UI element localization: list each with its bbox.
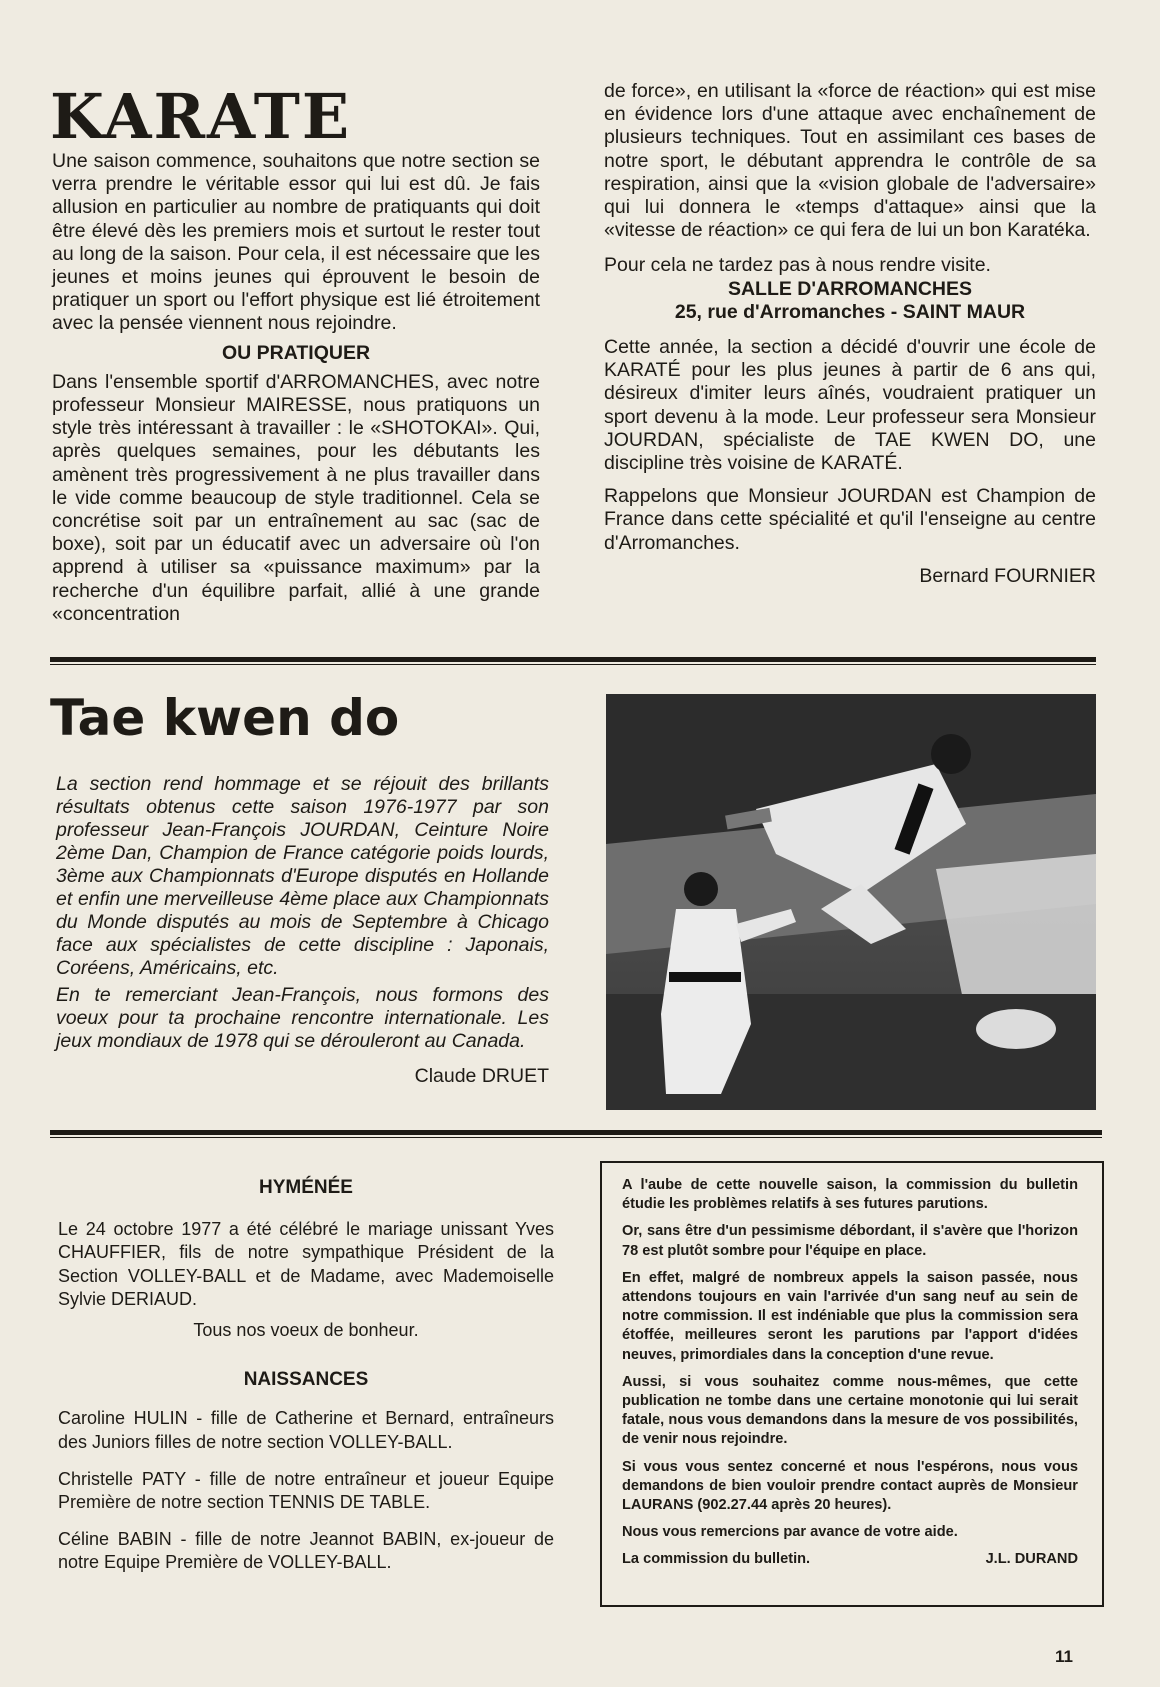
taekwondo-photo <box>606 694 1096 1110</box>
karate-right-column <box>604 80 1096 588</box>
commission-paragraph-3: En effet, malgré de nombreux appels la saison passée, nous attendons toujours en vain l'arrivée d'un sang neuf au sein de notre commission. Il est indéniable que plus la commission sera étoffée, meilleures seront les parutions par l'apport d'idées neuves, primordiales dans la conception d'une revue. <box>622 1269 1078 1363</box>
page-number: 11 <box>1055 1647 1073 1666</box>
karate-left-column <box>52 150 540 626</box>
commission-signoff-right: J.L. DURAND <box>985 1551 1078 1568</box>
taekwondo-body <box>56 773 549 1088</box>
commission-box-text <box>622 1176 1078 1570</box>
commission-paragraph-4: Aussi, si vous souhaitez comme nous-mêmes, que cette publication ne tombe dans une certaine monotonie qui lui serait fatale, nous vous demandons dans la mesure de vos possibilités, de venir nous rejoindre. <box>622 1373 1078 1448</box>
hymenee-paragraph: Le 24 octobre 1977 a été célébré le mariage unissant Yves CHAUFFIER, fils de notre sympathique Président de la Section VOLLEY-BALL et de Madame, avec Mademoiselle Sylvie DERIAUD. <box>58 1219 554 1309</box>
naissances-heading: NAISSANCES <box>243 1369 369 1391</box>
karate-paragraph-2: Dans l'ensemble sportif d'ARROMANCHES, avec notre professeur Monsieur MAIRESSE, nous pratiquons un style très intéressant à travailler : le «SHOTOKAI». Qui, après quelques semaines, pour les débutants les amènent très progressivement à ne plus travailler dans le vide comme beaucoup de style traditionnel. Cela se concrétise soit par un entraînement au sac (sac de boxe), soit par un éducatif avec un adversaire où l'on apprend à utiliser sa «puissance maximum» par la recherche d'un équilibre parfait, allié à une grande «concentration <box>52 370 540 625</box>
karate-title: KARATE <box>50 80 352 153</box>
commission-thanks: Nous vous remercions par avance de votre aide. <box>622 1524 958 1541</box>
naissance-item-2: Christelle PATY - fille de notre entraîneur et joueur Equipe Première de notre section TENNIS DE TABLE. <box>58 1468 554 1513</box>
karate-venue-address: 25, rue d'Arromanches - SAINT MAUR <box>674 300 1026 323</box>
karate-paragraph-3: de force», en utilisant la «force de réaction» qui est mise en évidence lors d'une attaque avec enchaînement de plusieurs techniques. Tout en assimilant ces bases de notre sport, le débutant apprendra le contrôle de sa respiration, ainsi que la «vision globale de l'adversaire» qui lui donnera le «temps d'attaque» ainsi que la «vitesse de réaction» ce qui fera de lui un bon Karatéka. <box>604 80 1096 242</box>
commission-paragraph-2: Or, sans être d'un pessimisme débordant, il s'avère que l'horizon 78 est plutôt sombre pour l'équipe en place. <box>622 1223 1078 1259</box>
karate-heading-ou-pratiquer: OU PRATIQUER <box>221 341 371 364</box>
naissance-item-1: Caroline HULIN - fille de Catherine et Bernard, entraîneurs des Juniors filles de notre section VOLLEY-BALL. <box>58 1408 554 1452</box>
karate-paragraph-1: Une saison commence, souhaitons que notre section se verra prendre le véritable essor qui lui est dû. Je fais allusion en particulier au nombre de pratiquants qui doit être élevé dès les premiers mois et surtout le rester tout au long de la saison. Pour cela, il est nécessaire que les jeunes et moins jeunes qui éprouvent le besoin de pratiquer un sport ou l'effort physique est lié étroitement avec la pensée viennent nous rejoindre. <box>52 150 540 335</box>
karate-paragraph-5: Cette année, la section a décidé d'ouvrir une école de KARATÉ pour les plus jeunes à partir de 6 ans qui, désireux d'imiter leurs aînés, voudraient pratiquer un sport devenu à la mode. Leur professeur sera Monsieur JOURDAN, spécialiste de TAE KWEN DO, une discipline très voisine de KARATÉ. <box>604 336 1096 475</box>
karate-signature: Bernard FOURNIER <box>919 564 1096 587</box>
taekwondo-signature: Claude DRUET <box>414 1065 549 1087</box>
photo-fallen-bag <box>976 1009 1056 1049</box>
announcements-column <box>58 1176 554 1575</box>
taekwondo-title: Tae kwen do <box>50 689 400 747</box>
section-divider-bottom <box>50 1130 1102 1138</box>
taekwondo-paragraph-2: En te remerciant Jean-François, nous formons des voeux pour ta prochaine rencontre internationale. Les jeux mondiaux de 1978 qui se dérouleront au Canada. <box>56 984 549 1052</box>
hymenee-heading: HYMÉNÉE <box>259 1177 353 1198</box>
taekwondo-paragraph-1: La section rend hommage et se réjouit des brillants résultats obtenus cette saison 1976-1977 par son professeur Jean-François JOURDAN, Ceinture Noire 2ème Dan, Champion de France catégorie poids lourds, 3ème aux Championnats d'Europe disputés en Hollande et enfin une merveilleuse 4ème place aux Championnats du Monde disputés au mois de Septembre à Chicago face aux spécialistes de cette discipline : Japonais, Coréens, Américains, etc. <box>56 773 549 979</box>
commission-signoff <box>622 1550 1078 1569</box>
commission-signoff-left: La commission du bulletin. <box>622 1551 811 1568</box>
hymenee-wishes: Tous nos voeux de bonheur. <box>193 1320 419 1341</box>
karate-paragraph-4: Pour cela ne tardez pas à nous rendre visite. <box>604 254 991 277</box>
commission-paragraph-5: Si vous vous sentez concerné et nous l'espérons, nous vous demandons de bien vouloir prendre contact auprès de Monsieur LAURANS (902.27.44 après 20 heures). <box>622 1458 1078 1514</box>
commission-paragraph-1: A l'aube de cette nouvelle saison, la commission du bulletin étudie les problèmes relatifs à ses futures parutions. <box>622 1177 1078 1213</box>
karate-venue-name: SALLE D'ARROMANCHES <box>727 277 973 300</box>
naissance-item-3: Céline BABIN - fille de notre Jeannot BABIN, ex-joueur de notre Equipe Première de VOLLEY-BALL. <box>58 1529 554 1573</box>
section-divider-top <box>50 657 1096 665</box>
karate-paragraph-6: Rappelons que Monsieur JOURDAN est Champion de France dans cette spécialité et qu'il l'enseigne au centre d'Arromanches. <box>604 485 1096 554</box>
